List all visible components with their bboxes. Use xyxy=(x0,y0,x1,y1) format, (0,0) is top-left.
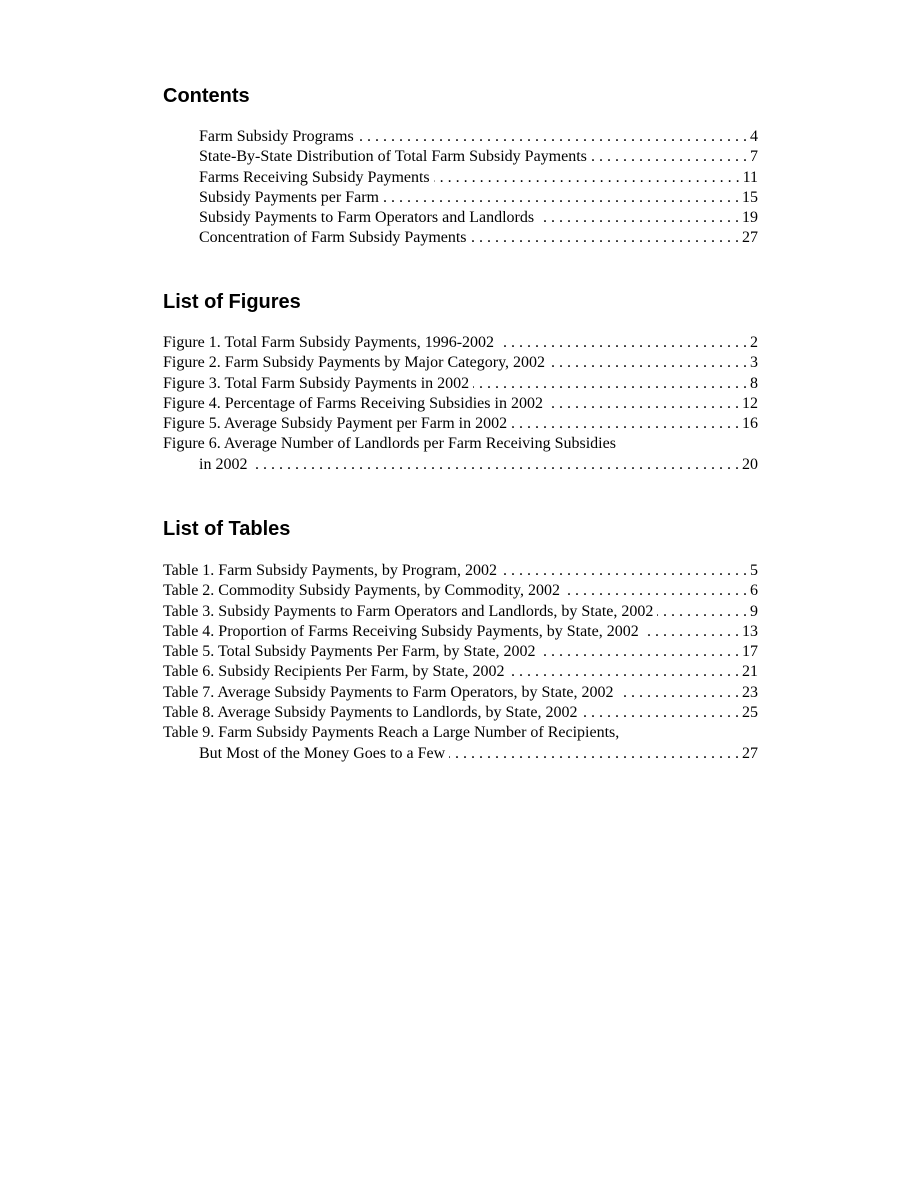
table-entry-label: Table 3. Subsidy Payments to Farm Operators and Landlords, by State, 2002 xyxy=(163,602,654,620)
toc-leader xyxy=(643,622,739,642)
toc-leader xyxy=(582,703,739,723)
table-entry-label: Table 7. Average Subsidy Payments to Farm Operators, by State, 2002 xyxy=(163,683,614,701)
toc-page-number: 16 xyxy=(742,415,758,433)
toc-leader xyxy=(511,414,739,434)
toc-page-number: 27 xyxy=(742,744,758,762)
contents-list xyxy=(163,127,758,249)
toc-leader xyxy=(358,127,747,147)
toc-leader xyxy=(501,561,747,581)
table-entry-label: Table 5. Total Subsidy Payments Per Farm, by State, 2002 xyxy=(163,643,536,661)
toc-page-number: 17 xyxy=(742,643,758,661)
table-entry[interactable] xyxy=(163,683,758,703)
toc-page-number: 15 xyxy=(742,188,758,206)
toc-page-number: 4 xyxy=(750,128,758,145)
table-entry-label: Table 4. Proportion of Farms Receiving Subsidy Payments, by State, 2002 xyxy=(163,622,639,640)
figure-entry[interactable] xyxy=(163,353,758,373)
toc-leader xyxy=(538,208,739,228)
figures-list xyxy=(163,333,758,475)
figure-entry-label: Figure 1. Total Farm Subsidy Payments, 1996-2002 xyxy=(163,334,495,351)
table-entry[interactable] xyxy=(163,642,758,662)
table-entry-label: Table 1. Farm Subsidy Payments, by Program, 2002 xyxy=(163,562,497,579)
toc-entry[interactable] xyxy=(163,168,758,188)
toc-entry-label: Subsidy Payments to Farm Operators and Landlords xyxy=(199,209,535,227)
toc-page-number: 25 xyxy=(742,704,758,722)
table-entry[interactable] xyxy=(163,662,758,682)
toc-leader xyxy=(564,581,747,601)
toc-entry[interactable] xyxy=(163,127,758,147)
toc-entry[interactable] xyxy=(163,147,758,167)
toc-leader xyxy=(498,333,747,353)
figure-entry[interactable] xyxy=(163,414,758,434)
toc-leader xyxy=(618,683,739,703)
toc-page-number: 13 xyxy=(742,622,758,640)
table-entry-label: Table 6. Subsidy Recipients Per Farm, by State, 2002 xyxy=(163,663,505,681)
table-entry[interactable] xyxy=(163,744,758,764)
figure-entry[interactable] xyxy=(163,455,758,475)
toc-page-number: 5 xyxy=(750,562,758,579)
toc-leader xyxy=(473,374,747,394)
toc-leader xyxy=(657,602,747,622)
toc-page-number: 3 xyxy=(750,354,758,372)
toc-page-number: 19 xyxy=(742,209,758,227)
toc-leader xyxy=(449,744,739,764)
table-entry[interactable] xyxy=(163,622,758,642)
contents-heading: Contents xyxy=(163,85,250,107)
table-entry-first-line[interactable]: Table 9. Farm Subsidy Payments Reach a Large Number of Recipients, xyxy=(163,724,620,742)
toc-leader xyxy=(591,147,747,167)
table-entry[interactable] xyxy=(163,561,758,581)
toc-page-number: 20 xyxy=(742,455,758,473)
figure-entry-first-line[interactable]: Figure 6. Average Number of Landlords per Farm Receiving Subsidies xyxy=(163,435,616,453)
toc-leader xyxy=(471,228,739,248)
table-entry-label: But Most of the Money Goes to a Few xyxy=(199,744,446,762)
toc-page-number: 12 xyxy=(742,394,758,412)
toc-entry-label: Subsidy Payments per Farm xyxy=(199,188,379,206)
figure-entry-label: Figure 3. Total Farm Subsidy Payments in 2002 xyxy=(163,374,470,392)
table-entry[interactable] xyxy=(163,581,758,601)
toc-leader xyxy=(509,662,739,682)
toc-entry-label: Farm Subsidy Programs xyxy=(199,128,354,145)
toc-page-number: 11 xyxy=(742,168,758,186)
toc-entry-label: Farms Receiving Subsidy Payments xyxy=(199,168,430,186)
toc-leader xyxy=(547,394,739,414)
figures-heading: List of Figures xyxy=(163,291,301,313)
figure-entry-label: Figure 4. Percentage of Farms Receiving Subsidies in 2002 xyxy=(163,394,543,412)
tables-list xyxy=(163,561,758,764)
figure-entry[interactable] xyxy=(163,374,758,394)
figure-entry-label: Figure 2. Farm Subsidy Payments by Major Category, 2002 xyxy=(163,354,546,372)
toc-entry-label: State-By-State Distribution of Total Farm Subsidy Payments xyxy=(199,148,587,166)
toc-page-number: 8 xyxy=(750,374,758,392)
toc-leader xyxy=(549,353,747,373)
toc-entry-label: Concentration of Farm Subsidy Payments xyxy=(199,229,467,247)
toc-page-number: 7 xyxy=(750,148,758,166)
figure-entry-label: Figure 5. Average Subsidy Payment per Farm in 2002 xyxy=(163,415,508,433)
table-entry-label: Table 8. Average Subsidy Payments to Landlords, by State, 2002 xyxy=(163,704,578,722)
figure-entry-label: in 2002 xyxy=(199,455,248,473)
table-entry[interactable] xyxy=(163,602,758,622)
toc-page-number: 27 xyxy=(742,229,758,247)
toc-page-number: 6 xyxy=(750,582,758,600)
toc-page-number: 21 xyxy=(742,663,758,681)
toc-leader xyxy=(540,642,739,662)
table-entry-label: Table 2. Commodity Subsidy Payments, by Commodity, 2002 xyxy=(163,582,560,600)
toc-leader xyxy=(383,188,739,208)
toc-entry[interactable] xyxy=(163,188,758,208)
table-entry[interactable] xyxy=(163,703,758,723)
figure-entry[interactable] xyxy=(163,333,758,353)
figure-entry[interactable] xyxy=(163,394,758,414)
toc-leader xyxy=(434,168,740,188)
toc-leader xyxy=(251,455,739,475)
toc-entry[interactable] xyxy=(163,228,758,248)
tables-heading: List of Tables xyxy=(163,518,291,540)
toc-page-number: 23 xyxy=(742,683,758,701)
toc-page-number: 2 xyxy=(750,334,758,351)
toc-entry[interactable] xyxy=(163,208,758,228)
toc-page-number: 9 xyxy=(750,602,758,620)
